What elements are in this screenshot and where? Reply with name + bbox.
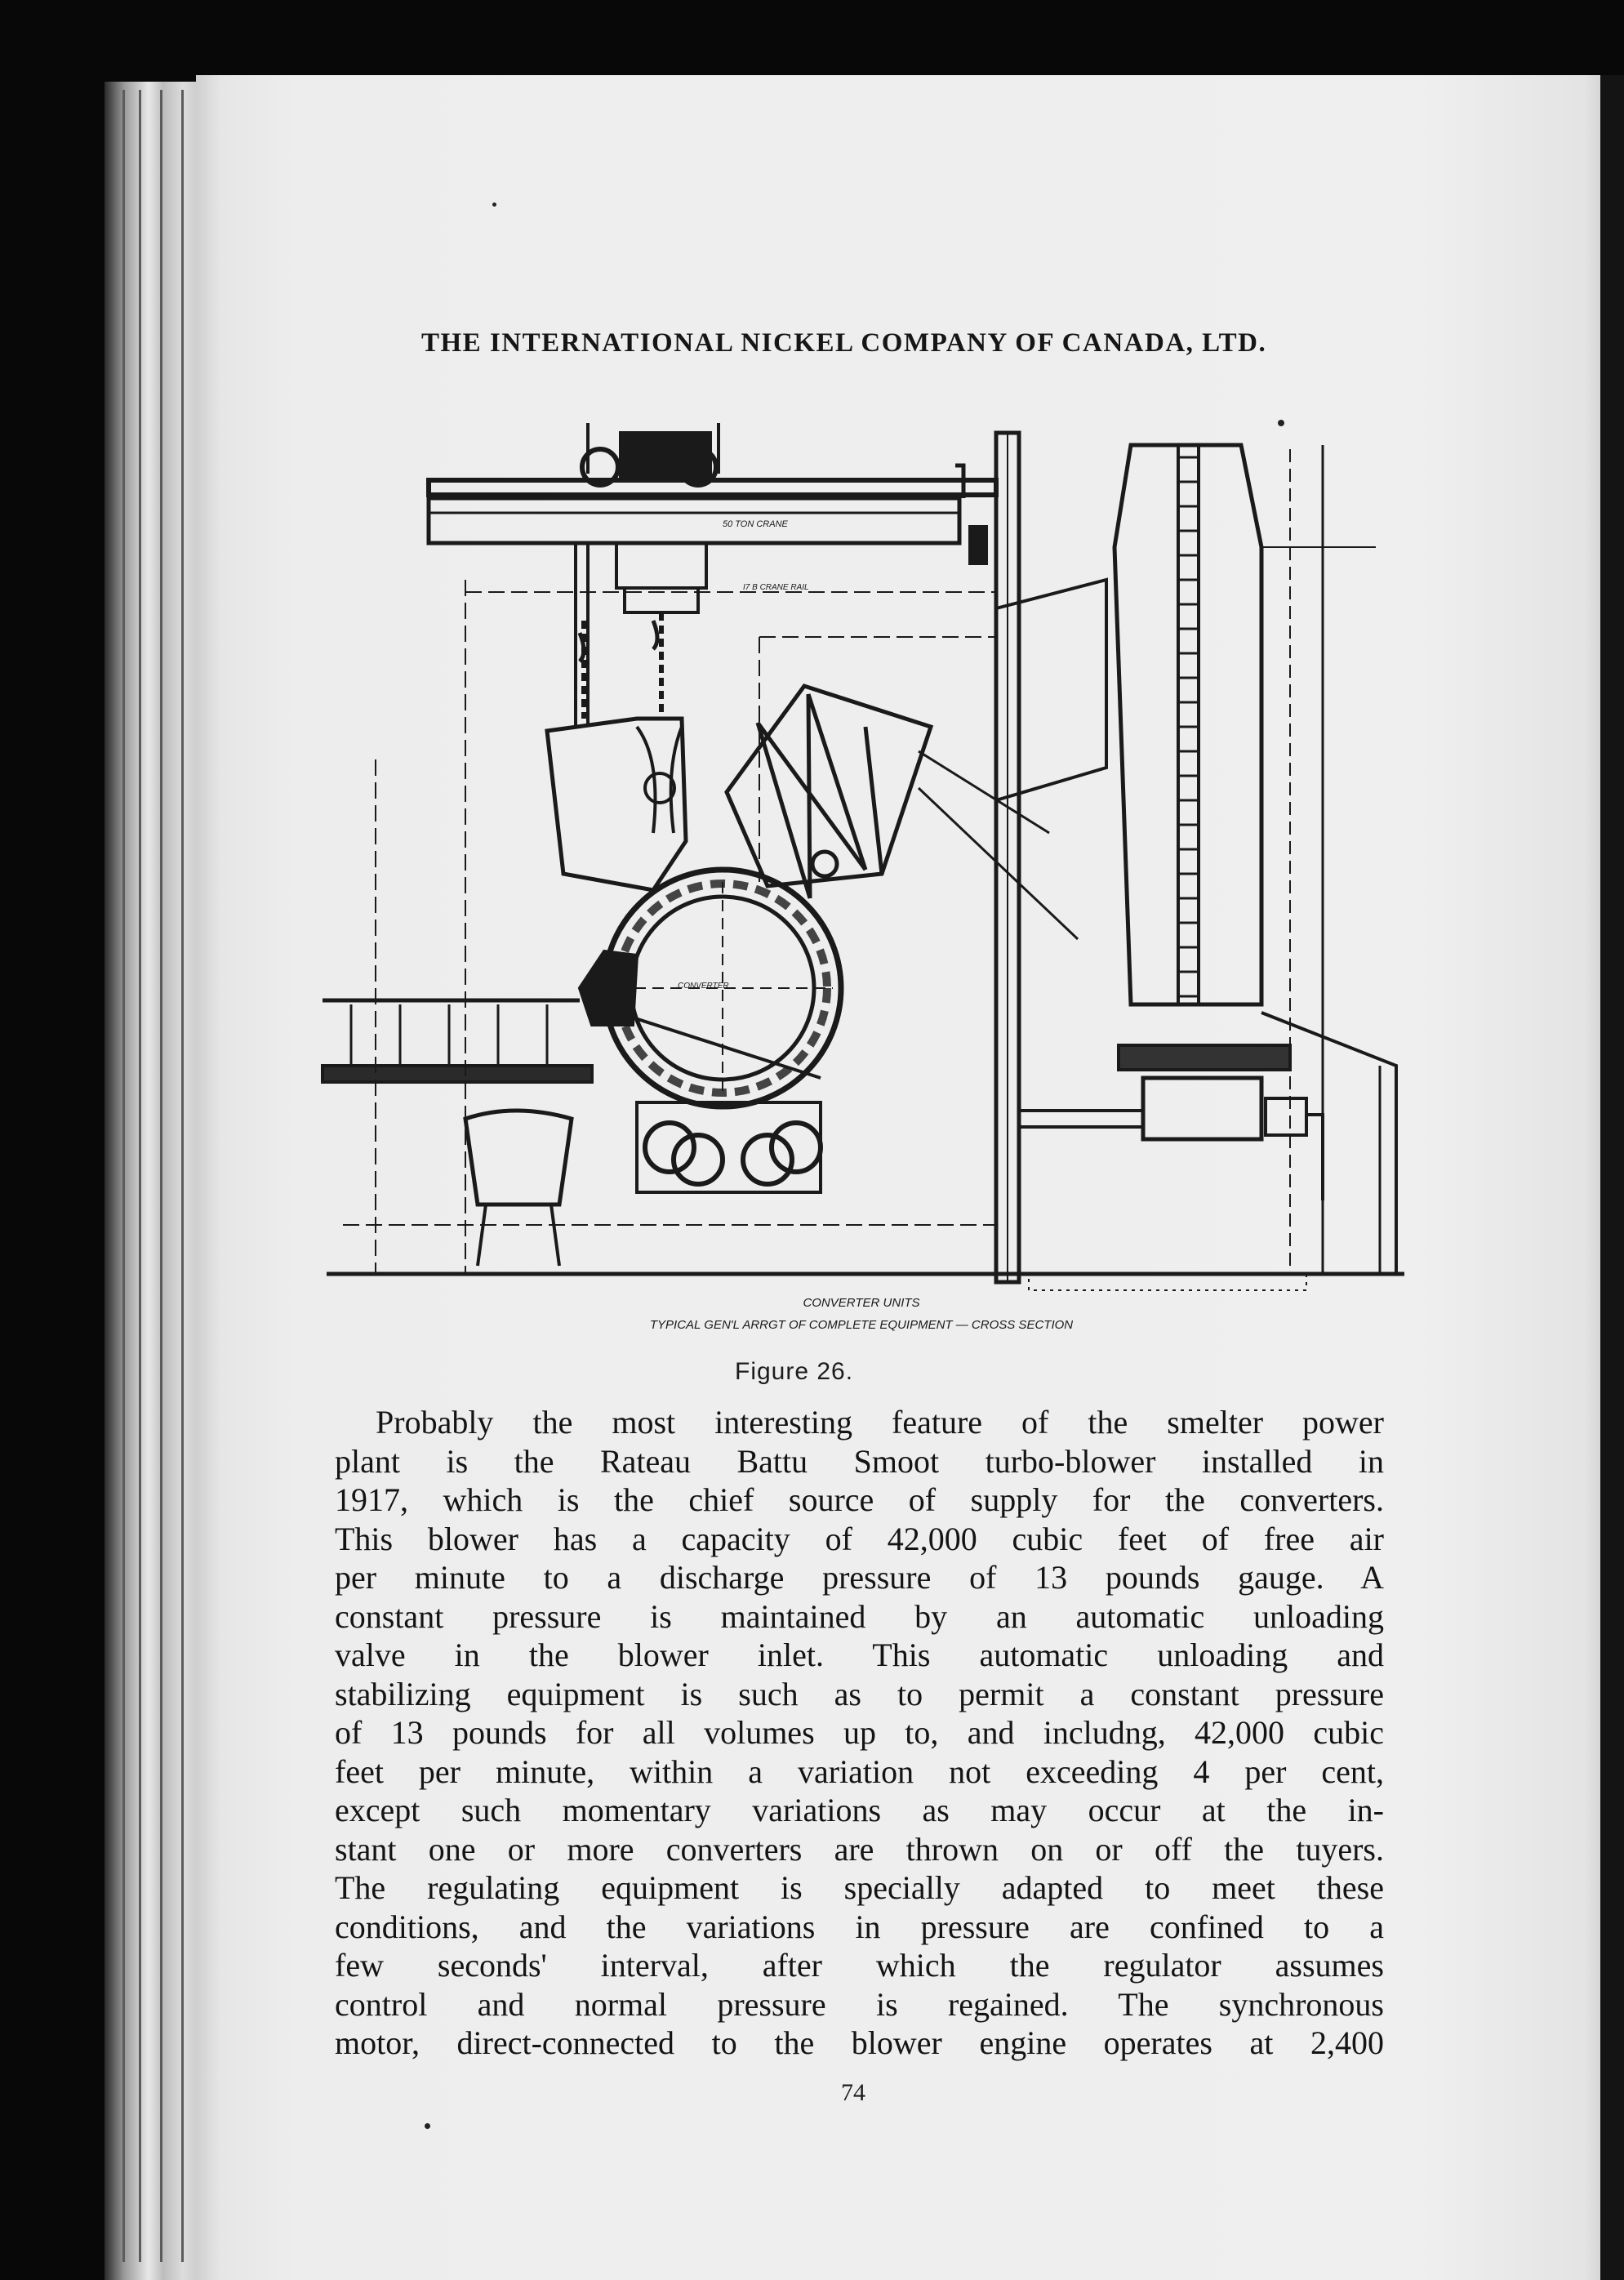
converter-label: CONVERTER bbox=[678, 982, 729, 991]
flue-hood bbox=[727, 580, 1106, 939]
right-scan-border bbox=[1600, 75, 1624, 2280]
platform-and-slag-pot bbox=[323, 1000, 821, 1266]
page-number: 74 bbox=[841, 2079, 865, 2106]
crane-label: 50 TON CRANE bbox=[723, 519, 788, 529]
drawing-subtitle: CONVERTER UNITS bbox=[803, 1296, 920, 1310]
side-building bbox=[1261, 445, 1396, 1274]
converter-drum bbox=[580, 852, 841, 1107]
text-line: plant is the Rateau Battu Smoot turbo-blower installed in bbox=[335, 1442, 1384, 1480]
scan-speck bbox=[425, 2123, 430, 2129]
text-line: feet per minute, within a variation not exceeding 4 per cent, bbox=[335, 1752, 1384, 1790]
text-line: This blower has a capacity of 42,000 cubic feet of free air bbox=[335, 1520, 1384, 1557]
building-column bbox=[970, 433, 1019, 1282]
text-line: stant one or more converters are thrown on or off the tuyers. bbox=[335, 1830, 1384, 1868]
scan-speck bbox=[1278, 420, 1284, 426]
page-edge-line bbox=[122, 90, 125, 2262]
page-edge-line bbox=[160, 90, 162, 2262]
body-paragraph bbox=[335, 1403, 1384, 2063]
text-line: 1917, which is the chief source of supply for the converters. bbox=[335, 1481, 1384, 1518]
blower-equipment bbox=[1021, 1045, 1323, 1200]
text-line: few seconds' interval, after which the regulator assumes bbox=[335, 1947, 1384, 1984]
text-line: conditions, and the variations in pressure are confined to a bbox=[335, 1908, 1384, 1945]
engineering-drawing-figure bbox=[310, 416, 1413, 1335]
text-line: Probably the most interesting feature of the smelter power bbox=[376, 1404, 1384, 1441]
crane-hoist bbox=[576, 543, 706, 727]
text-line: of 13 pounds for all volumes up to, and includng, 42,000 cubic bbox=[335, 1714, 1384, 1751]
cross-section-drawing bbox=[310, 416, 1413, 1335]
text-line: stabilizing equipment is such as to permit a constant pressure bbox=[335, 1675, 1384, 1712]
text-line: except such momentary variations as may occur at the in- bbox=[335, 1792, 1384, 1828]
text-line: per minute to a discharge pressure of 13 pounds gauge. A bbox=[335, 1559, 1384, 1596]
stack-with-ladder bbox=[1115, 445, 1376, 1274]
scan-speck bbox=[492, 203, 496, 207]
figure-caption: Figure 26. bbox=[735, 1358, 854, 1385]
book-page-edges bbox=[105, 82, 202, 2280]
text-line: The regulating equipment is specially adapted to meet these bbox=[335, 1869, 1384, 1906]
converter-rollers bbox=[637, 1102, 821, 1192]
text-line: valve in the blower inlet. This automatic unloading and bbox=[335, 1637, 1384, 1673]
text-line: motor, direct-connected to the blower engine operates at 2,400 bbox=[335, 2024, 1384, 2061]
page-edge-line bbox=[181, 90, 184, 2262]
ground-line bbox=[327, 1274, 1404, 1290]
crane-trolley bbox=[582, 423, 719, 485]
page-edge-line bbox=[139, 90, 141, 2262]
running-head: THE INTERNATIONAL NICKEL COMPANY OF CANADA, LTD. bbox=[421, 328, 1267, 358]
rail-label: I7 B CRANE RAIL bbox=[743, 583, 809, 592]
drawing-title: TYPICAL GEN'L ARRGT OF COMPLETE EQUIPMENT — CROSS SECTION bbox=[649, 1318, 1074, 1332]
ladle bbox=[547, 719, 686, 890]
text-line: constant pressure is maintained by an automatic unloading bbox=[335, 1597, 1384, 1635]
text-line: control and normal pressure is regained. The synchronous bbox=[335, 1985, 1384, 2023]
